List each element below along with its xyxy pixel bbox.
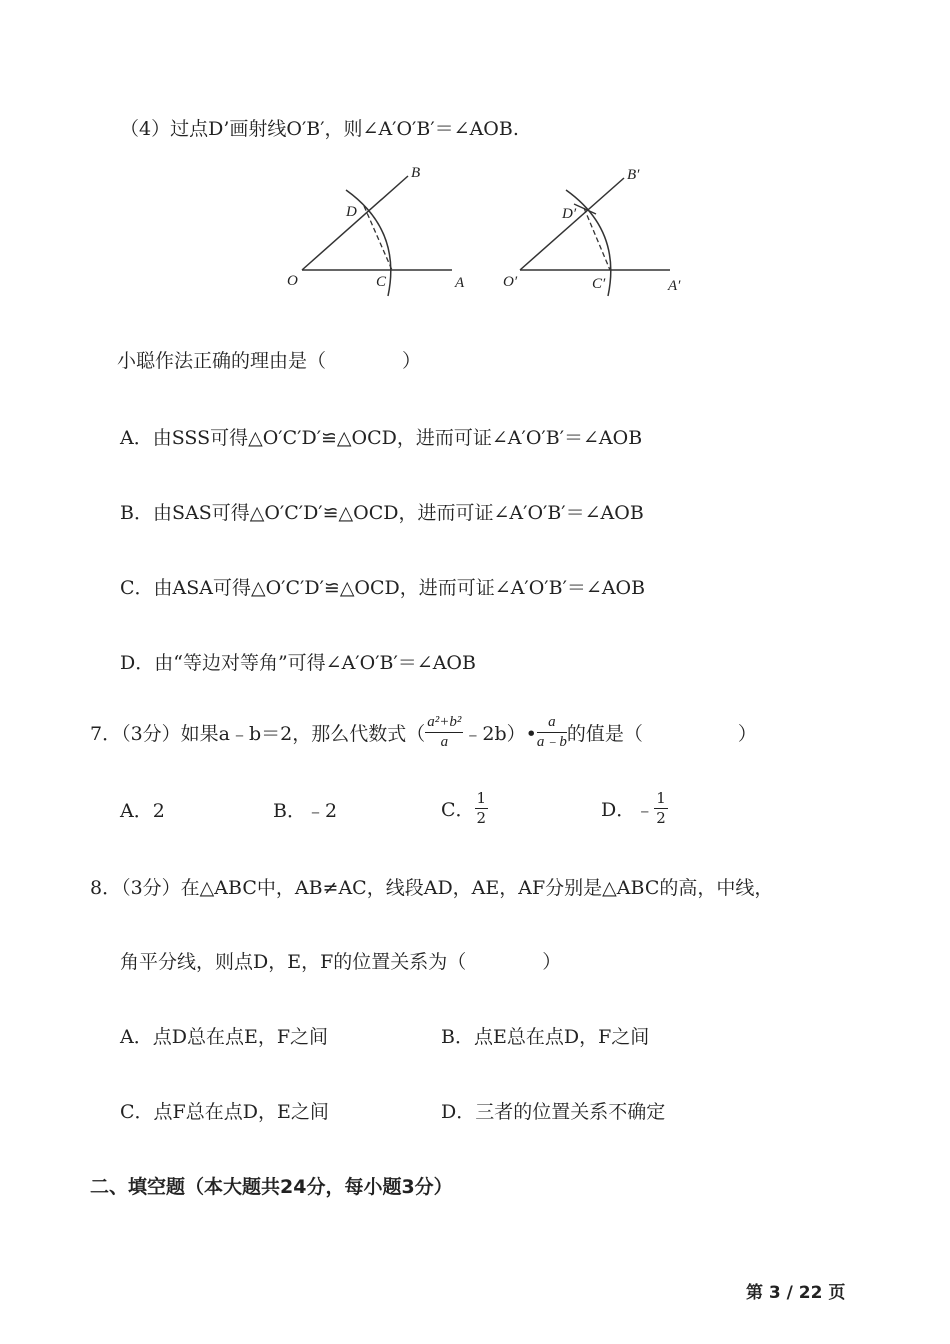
label-C-prime: C′ (592, 276, 606, 292)
q7-option-a: A．2 (120, 800, 165, 822)
q8-option-b: B．点E总在点D，F之间 (441, 1026, 650, 1048)
q8-line-1: 8．（3分）在△ABC中，AB≠AC，线段AD，AE，AF分别是△ABC的高，中线， (90, 877, 774, 899)
q7-frac1-den: a (440, 733, 449, 750)
q7-option-d-label: D．﹣ (601, 798, 655, 821)
q7-prefix: 7．（3分）如果a﹣b＝2，那么代数式（ (90, 722, 426, 745)
page-footer: 第 3 / 22 页 (746, 1283, 846, 1303)
q7-stem (90, 706, 757, 758)
q7-frac2-num: a (537, 715, 567, 733)
q8-option-a: A．点D总在点E，F之间 (120, 1026, 329, 1048)
q7-option-c-label: C． (441, 798, 475, 821)
q7-suffix: 的值是（ ） (566, 722, 757, 745)
q7-option-b: B．﹣2 (273, 800, 338, 822)
q7-option-c (441, 786, 488, 830)
label-D-prime: D′ (562, 206, 577, 222)
figure-right-copied-angle (503, 167, 681, 296)
label-A-prime: A′ (668, 278, 681, 294)
label-A: A (455, 275, 465, 291)
label-B-prime: B′ (627, 167, 640, 183)
q8-line-2: 角平分线，则点D，E，F的位置关系为（ ） (120, 951, 562, 973)
q7-fraction-2 (537, 715, 567, 750)
q6-option-b: B．由SAS可得△O′C′D′≌△OCD，进而可证∠A′O′B′＝∠AOB (120, 502, 644, 524)
q7-option-c-fraction (475, 788, 489, 827)
q6-option-c: C．由ASA可得△O′C′D′≌△OCD，进而可证∠A′O′B′＝∠AOB (120, 577, 646, 599)
reason-question: 小聪作法正确的理由是（ ） (117, 350, 422, 372)
compass-construction-figure (0, 160, 950, 300)
q7-option-d-fraction (654, 788, 668, 827)
q7-middle: ﹣2b）• (463, 722, 537, 745)
q7-option-d (601, 786, 668, 830)
q7-fraction-1 (425, 715, 463, 750)
q8-option-c: C．点F总在点D，E之间 (120, 1101, 329, 1123)
step4-text: （4）过点D’画射线O′B′，则∠A′O′B′＝∠AOB. (120, 118, 519, 140)
q8-option-d: D．三者的位置关系不确定 (441, 1101, 666, 1123)
q7-optd-num: 1 (656, 788, 666, 807)
q6-option-a: A．由SSS可得△O′C′D′≌△OCD，进而可证∠A′O′B′＝∠AOB (120, 427, 643, 449)
q7-optc-den: 2 (476, 808, 487, 827)
q7-optd-den: 2 (656, 808, 666, 827)
section-2-heading: 二、填空题（本大题共24分，每小题3分） (90, 1176, 453, 1198)
label-D: D (346, 204, 357, 220)
figure-left-original-angle (287, 165, 465, 296)
q6-option-d: D．由“等边对等角”可得∠A′O′B′＝∠AOB (120, 652, 476, 674)
q7-optc-num: 1 (476, 788, 487, 807)
label-O-prime: O′ (503, 274, 518, 290)
label-O: O (287, 273, 298, 289)
label-C: C (376, 274, 387, 290)
label-B: B (411, 165, 421, 181)
q7-frac1-num: a²+b² (425, 715, 463, 733)
q7-frac2-den: a﹣b (536, 733, 567, 750)
